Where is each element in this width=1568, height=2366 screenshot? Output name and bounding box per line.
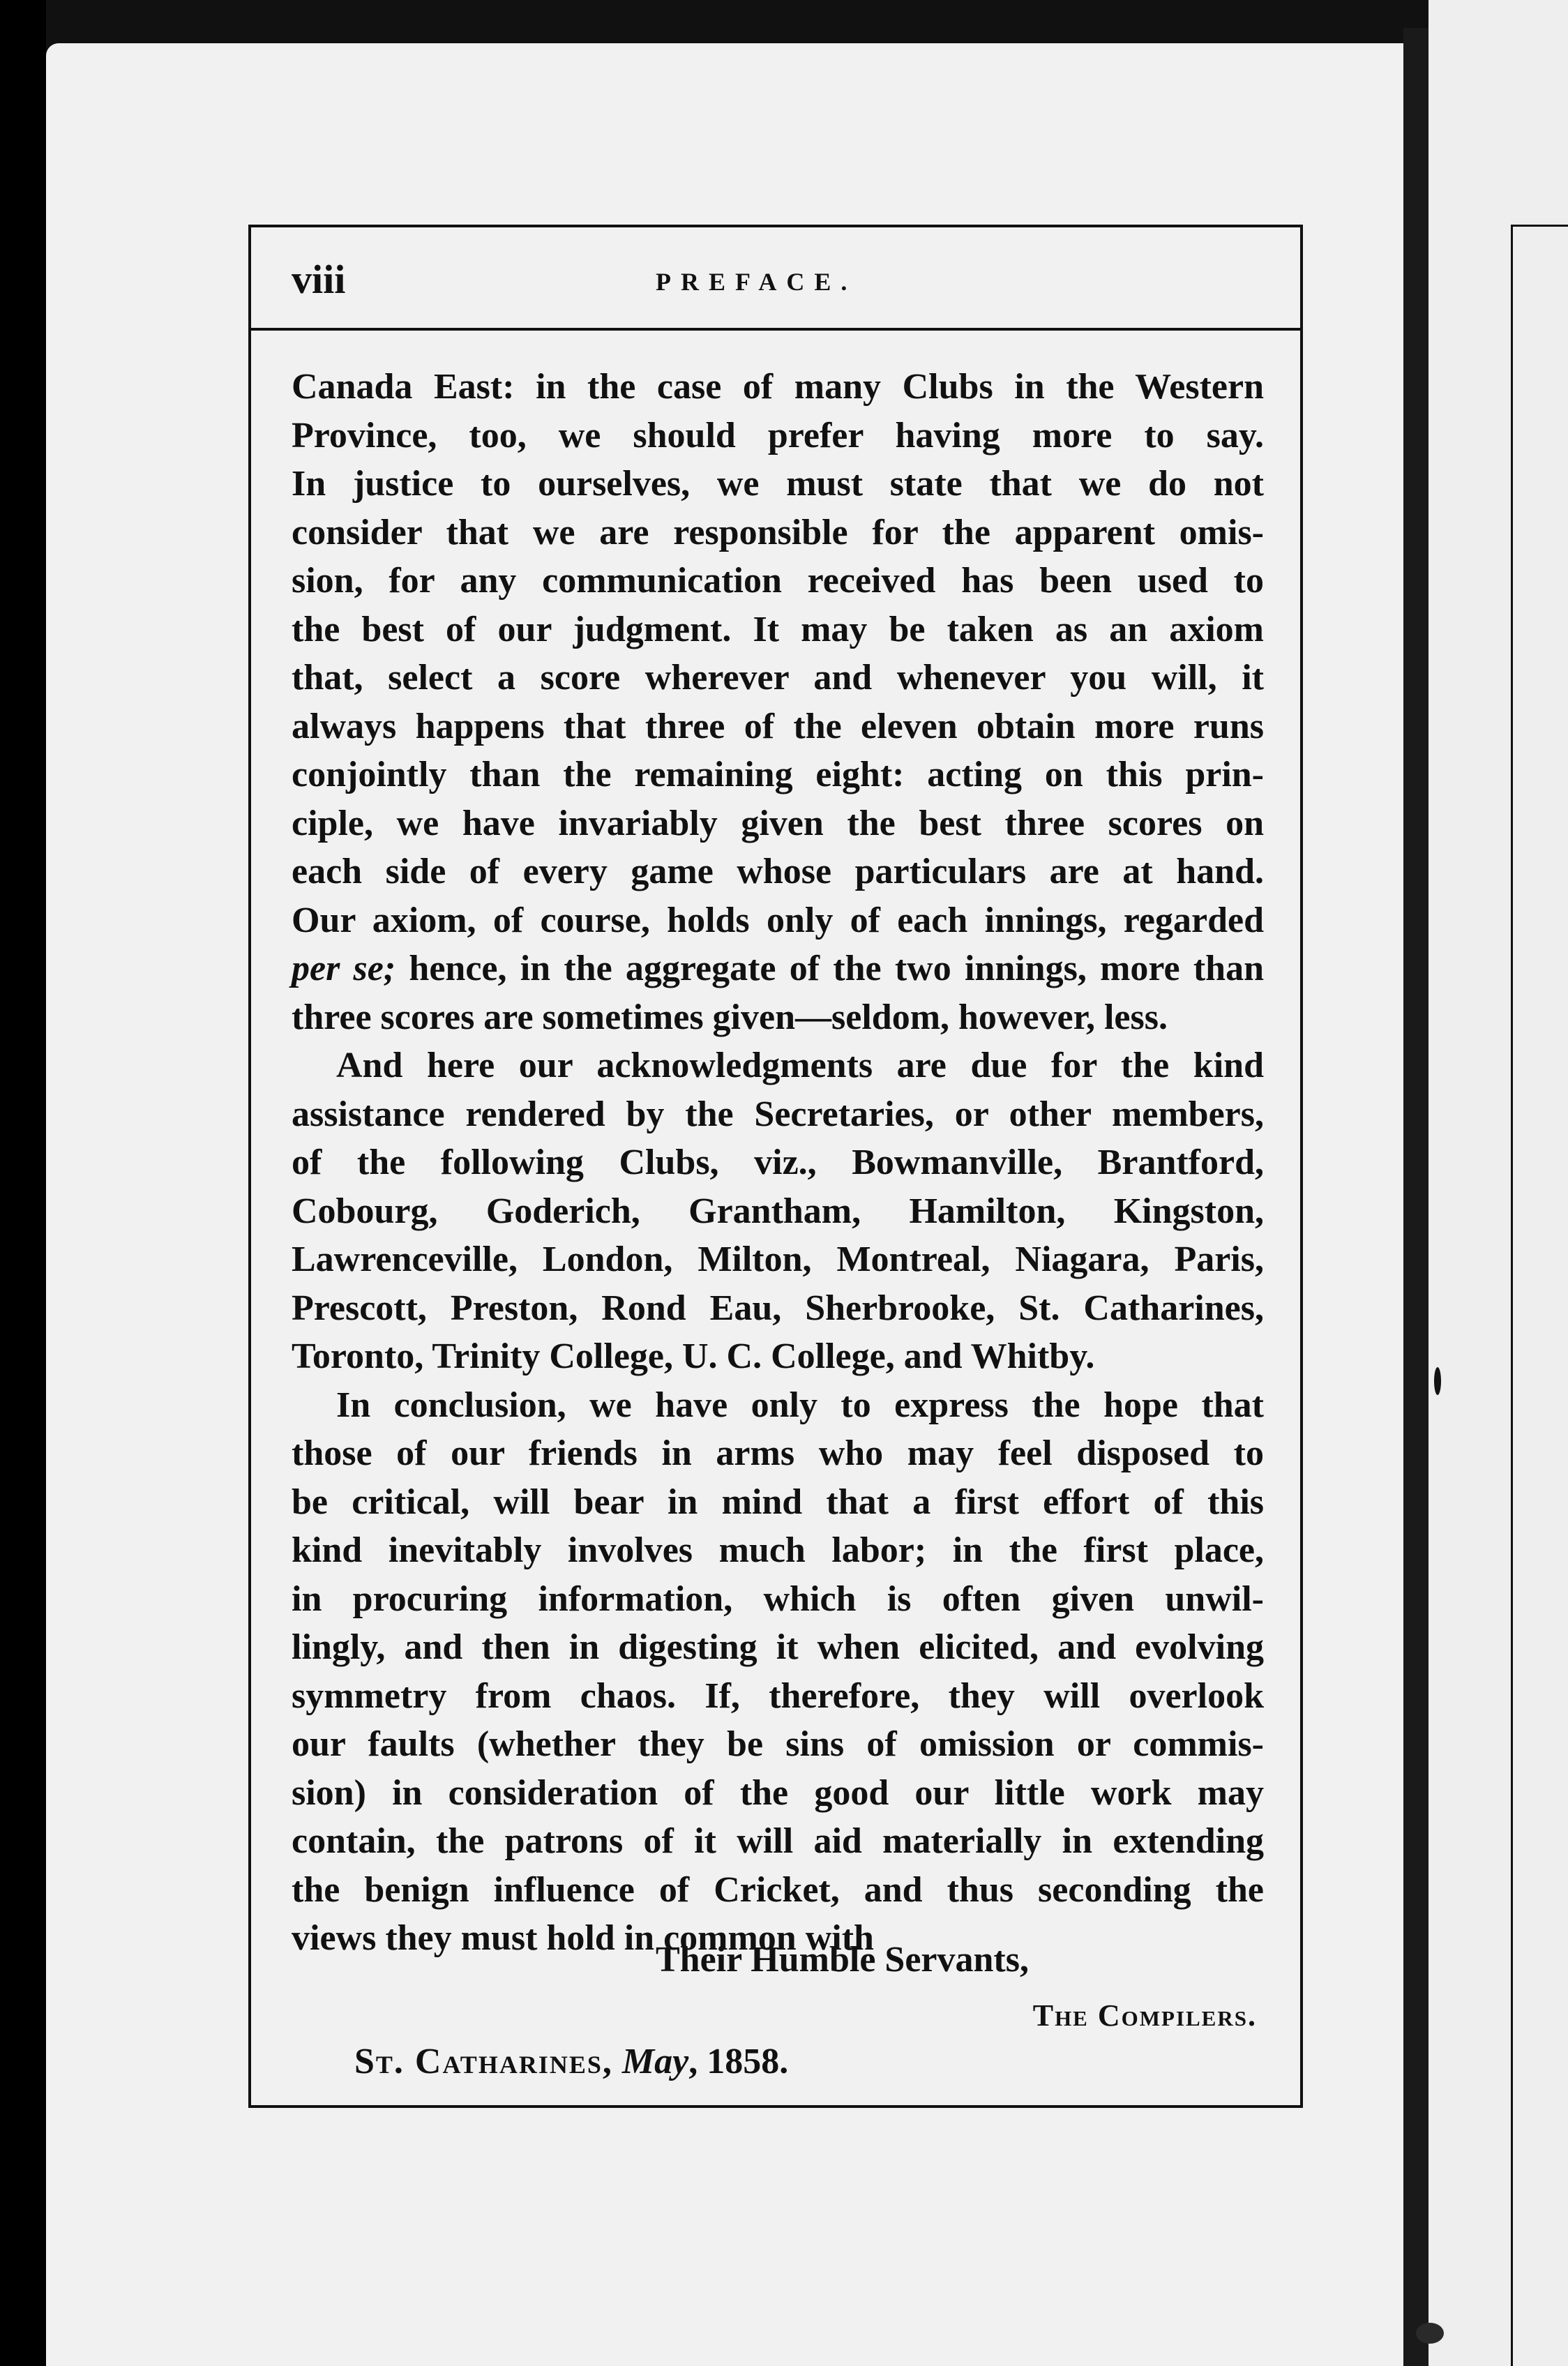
text-line: assistance rendered by the Secretaries, or other members, (292, 1094, 1264, 1134)
text-line: in procuring information, which is often given unwil- (292, 1578, 1264, 1619)
text-line: Cobourg, Goderich, Grantham, Hamilton, Kingston, (292, 1191, 1264, 1231)
text-line: contain, the patrons of it will aid materially in extending (292, 1821, 1264, 1861)
dateline-month: May (621, 2042, 689, 2081)
text-line: ciple, we have invariably given the best three scores on (292, 803, 1264, 843)
scan-margin-left (0, 0, 46, 2366)
closing-signature: The Compilers. (1032, 1998, 1257, 2033)
text-line: kind inevitably involves much labor; in the first place, (292, 1530, 1264, 1570)
text-line: Prescott, Preston, Rond Eau, Sherbrooke, St. Catharines, (292, 1288, 1264, 1328)
text-line: Lawrenceville, London, Milton, Montreal, Niagara, Paris, (292, 1239, 1264, 1279)
dateline-year: , 1858. (688, 2042, 789, 2081)
dateline-place: St. Catharines, (354, 2042, 613, 2081)
text-line: In conclusion, we have only to express the hope that (336, 1385, 1264, 1425)
running-head: PREFACE. (656, 268, 857, 296)
scan-speck (1434, 1367, 1441, 1395)
text-line: symmetry from chaos. If, therefore, they will overlook (292, 1675, 1264, 1716)
header-rule (251, 328, 1300, 331)
text-line: conjointly than the remaining eight: acting on this prin- (292, 755, 1264, 794)
text-line: Canada East: in the case of many Clubs in the Western (292, 367, 1264, 407)
text-line: sion, for any communication received has been used to (292, 561, 1264, 601)
text-line: be critical, will bear in mind that a first effort of this (292, 1482, 1264, 1522)
text-line: the benign influence of Cricket, and thus seconding the (292, 1869, 1264, 1910)
text-line: Our axiom, of course, holds only of each innings, regarded (292, 900, 1264, 940)
text-line: those of our friends in arms who may feel disposed to (292, 1433, 1264, 1473)
scan-speck (1416, 2323, 1444, 2344)
preface-text (292, 363, 1264, 1963)
text-line: that, select a score wherever and whenever you will, it (292, 658, 1264, 698)
text-line: always happens that three of the eleven obtain more runs (292, 706, 1264, 746)
text-line (292, 944, 1264, 993)
text-line: lingly, and then in digesting it when elicited, and evolving (292, 1627, 1264, 1667)
text-line: And here our acknowledgments are due for the kind (336, 1046, 1264, 1085)
text-line: three scores are sometimes given—seldom, however, less. (292, 997, 1168, 1037)
text-line: consider that we are responsible for the apparent omis- (292, 512, 1264, 552)
text-line: sion) in consideration of the good our little work may (292, 1772, 1264, 1813)
page-number: viii (292, 257, 346, 302)
text-line: each side of every game whose particulars are at hand. (292, 852, 1264, 891)
text-line-rest: hence, in the aggregate of the two innings, more than (395, 949, 1264, 988)
text-line: views they must hold in common with (292, 1918, 874, 1958)
text-line: our faults (whether they be sins of omission or commis- (292, 1724, 1264, 1764)
dateline (354, 2044, 788, 2080)
text-line: Toronto, Trinity College, U. C. College, and Whitby. (292, 1336, 1095, 1376)
text-line: the best of our judgment. It may be taken as an axiom (292, 609, 1264, 649)
text-line: of the following Clubs, viz., Bowmanville, Brantford, (292, 1143, 1264, 1182)
closing-salutation: Their Humble Servants, (656, 1940, 1029, 1980)
italic-phrase: per se; (292, 949, 396, 988)
text-line: In justice to ourselves, we must state that we do not (292, 464, 1264, 504)
facing-page-frame (1511, 225, 1568, 2366)
book-gutter (1403, 28, 1428, 2366)
text-line: Province, too, we should prefer having more to say. (292, 415, 1264, 455)
